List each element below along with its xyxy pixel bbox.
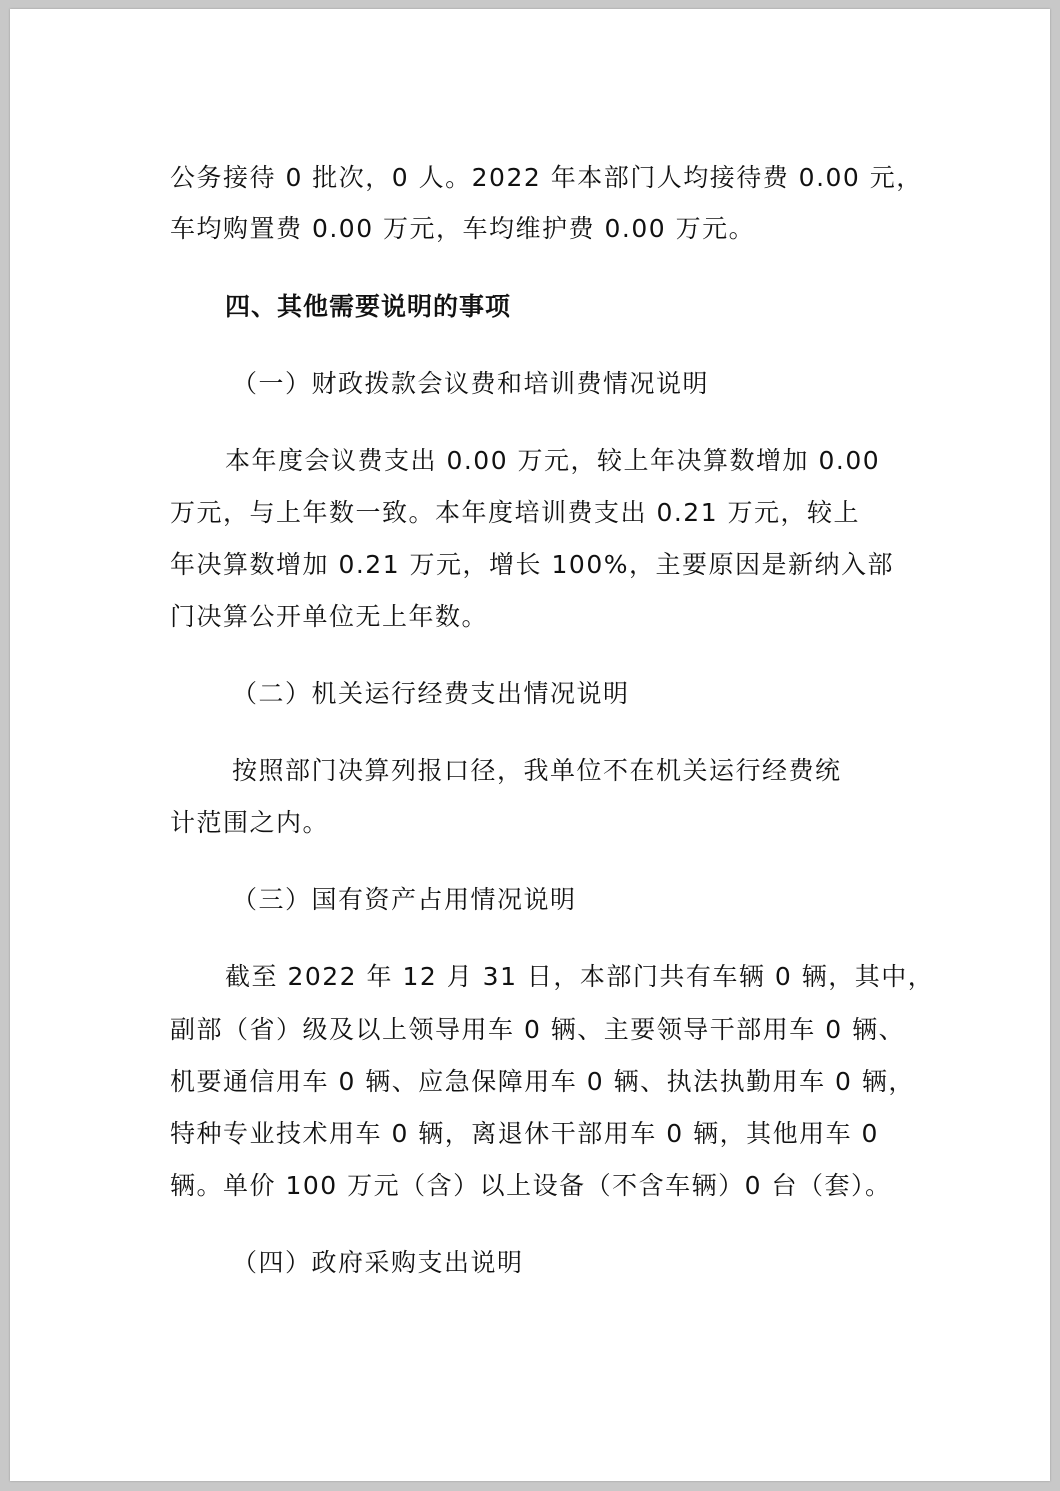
subsection-heading-1: （一）财政拨款会议费和培训费情况说明 (232, 369, 710, 398)
subsection-heading-4: （四）政府采购支出说明 (232, 1248, 524, 1277)
subsection-heading-2: （二）机关运行经费支出情况说明 (232, 679, 630, 708)
operating-expense-line-1: 按照部门决算列报口径，我单位不在机关运行经费统 (232, 756, 842, 785)
asset-line-1: 截至 2022 年 12 月 31 日，本部门共有车辆 0 辆，其中， (225, 962, 935, 991)
asset-line-5: 辆。单价 100 万元（含）以上设备（不含车辆）0 台（套）。 (170, 1171, 892, 1200)
asset-line-4: 特种专业技术用车 0 辆，离退休干部用车 0 辆，其他用车 0 (170, 1119, 879, 1148)
asset-line-2: 副部（省）级及以上领导用车 0 辆、主要领导干部用车 0 辆、 (170, 1015, 906, 1044)
meeting-fee-line-4: 门决算公开单位无上年数。 (170, 602, 489, 631)
body-line-2: 车均购置费 0.00 万元，车均维护费 0.00 万元。 (170, 214, 756, 243)
meeting-fee-line-1: 本年度会议费支出 0.00 万元，较上年决算数增加 0.00 (225, 446, 881, 475)
meeting-fee-line-2: 万元，与上年数一致。本年度培训费支出 0.21 万元，较上 (170, 498, 861, 527)
meeting-fee-line-3: 年决算数增加 0.21 万元，增长 100%，主要原因是新纳入部 (170, 550, 894, 579)
section-heading-4: 四、其他需要说明的事项 (225, 292, 512, 321)
asset-line-3: 机要通信用车 0 辆、应急保障用车 0 辆、执法执勤用车 0 辆， (170, 1067, 915, 1096)
operating-expense-line-2: 计范围之内。 (170, 808, 330, 837)
document-page (10, 9, 1050, 1481)
body-line-1: 公务接待 0 批次，0 人。2022 年本部门人均接待费 0.00 元， (170, 163, 923, 192)
subsection-heading-3: （三）国有资产占用情况说明 (232, 885, 577, 914)
